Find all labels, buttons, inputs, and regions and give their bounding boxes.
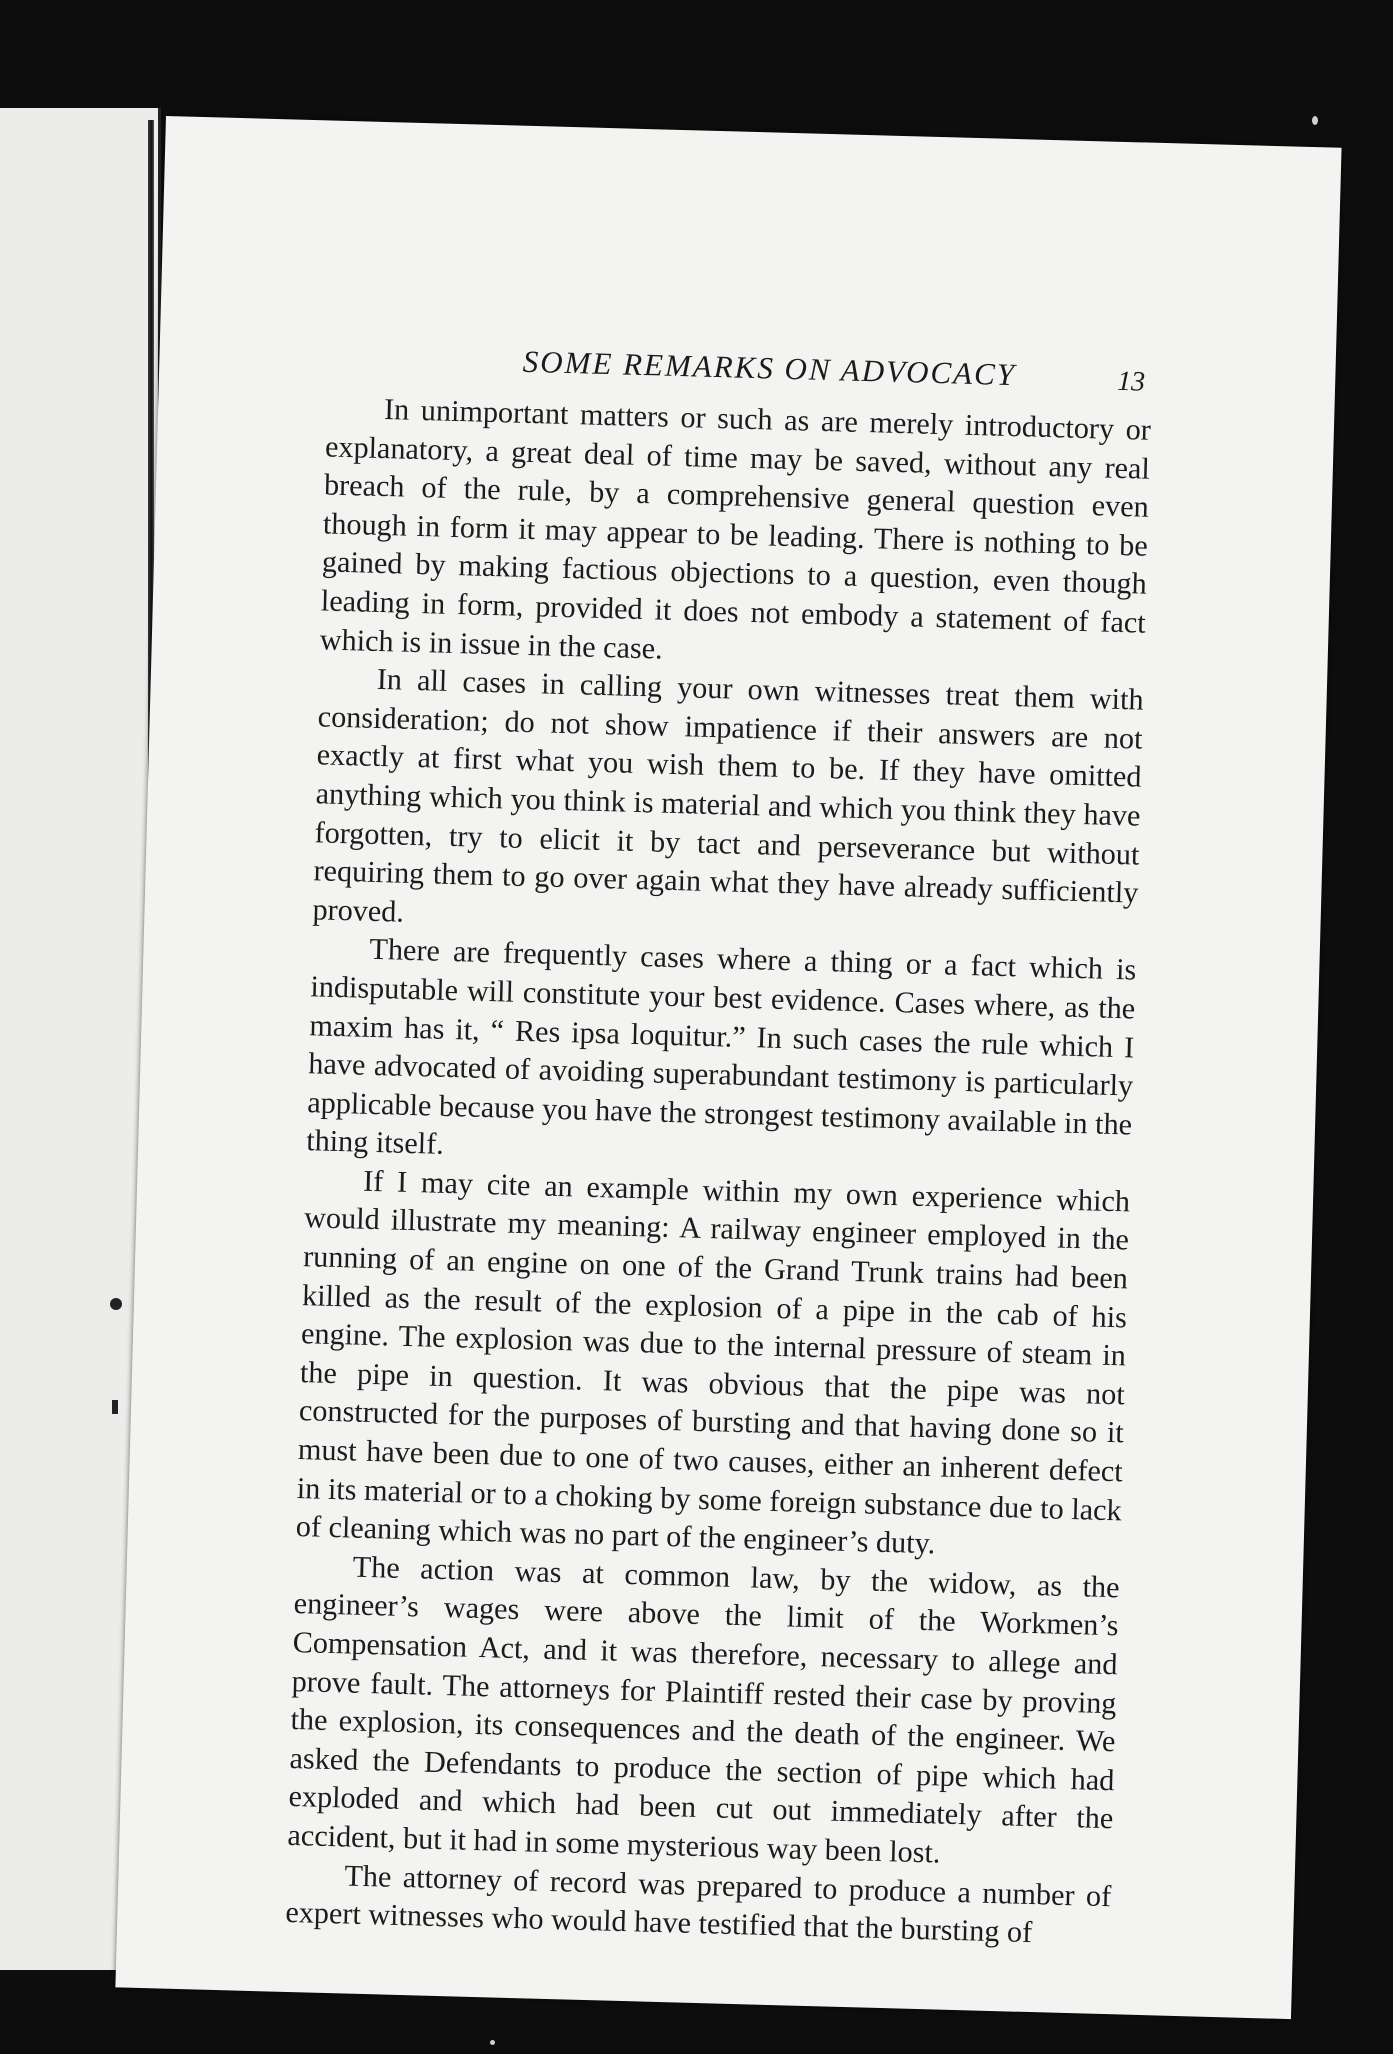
running-head: SOME REMARKS ON ADVOCACY <box>522 343 1017 393</box>
book-page <box>115 116 1341 2019</box>
scan-speck <box>490 2040 495 2045</box>
paragraph: In unimportant matters or such as are merely introductory or explanatory, a great deal of time may be saved, without any real breach of the rule, by a comprehensive general question even though in form it may appear to be leading. There is nothing to be gained by making factious objections to a question, even though leading in form, provided it does not embody a statement of fact which is in issue in the case. <box>319 392 1152 666</box>
scan-speck <box>1312 116 1318 125</box>
paragraph: The attorney of record was prepared to produce a number of expert witnesses who would have testified that the bursting of <box>285 1858 1112 1950</box>
body-text <box>285 388 1151 1954</box>
paragraph: There are frequently cases where a thing or a fact which is indisputable will constitute your best evidence. Cases where, as the maxim has it, “ Res ipsa loquitur.” In such cases the rule which I have advocated of avoiding superabundant testimony is particularly applicable because you have the strongest testimony available in the thing itself. <box>305 932 1137 1162</box>
scan-mark <box>112 1400 118 1414</box>
paragraph: The action was at common law, by the widow, as the engineer’s wages were above the limit of the Workmen’s Compensation Act, and it was therefore, necessary to allege and prove fault. The attorneys for Plaintiff rested their case by proving the explosion, its consequences and the death of the engineer. We asked the Defendants to produce the section of pipe which had exploded and which had been cut out immediately after the accident, but it had in some mysterious way been lost. <box>287 1549 1121 1870</box>
page-number: 13 <box>1116 365 1146 398</box>
paragraph: In all cases in calling your own witnesses treat them with consideration; do not show impatience if their answers are not exactly at first what you wish them to be. If they have omitted anything which you think is material and which you think they have forgotten, try to elicit it by tact and perseverance but without requiring them to go over again what they have already sufficiently proved. <box>312 662 1145 929</box>
paragraph: If I may cite an example within my own experience which would illustrate my meaning: A railway engineer employed in the running of an engine on one of the Grand Trunk trains had been killed as the result of the explosion of a pipe in the cab of his engine. The explosion was due to the internal pressure of steam in the pipe in question. It was obvious that the pipe was not constructed for the purposes of bursting and that having done so it must have been due to one of two causes, either an inherent defect in its material or to a choking by some foreign substance due to lack of cleaning which was no part of the engineer’s duty. <box>295 1163 1131 1561</box>
scan-mark <box>110 1298 122 1310</box>
